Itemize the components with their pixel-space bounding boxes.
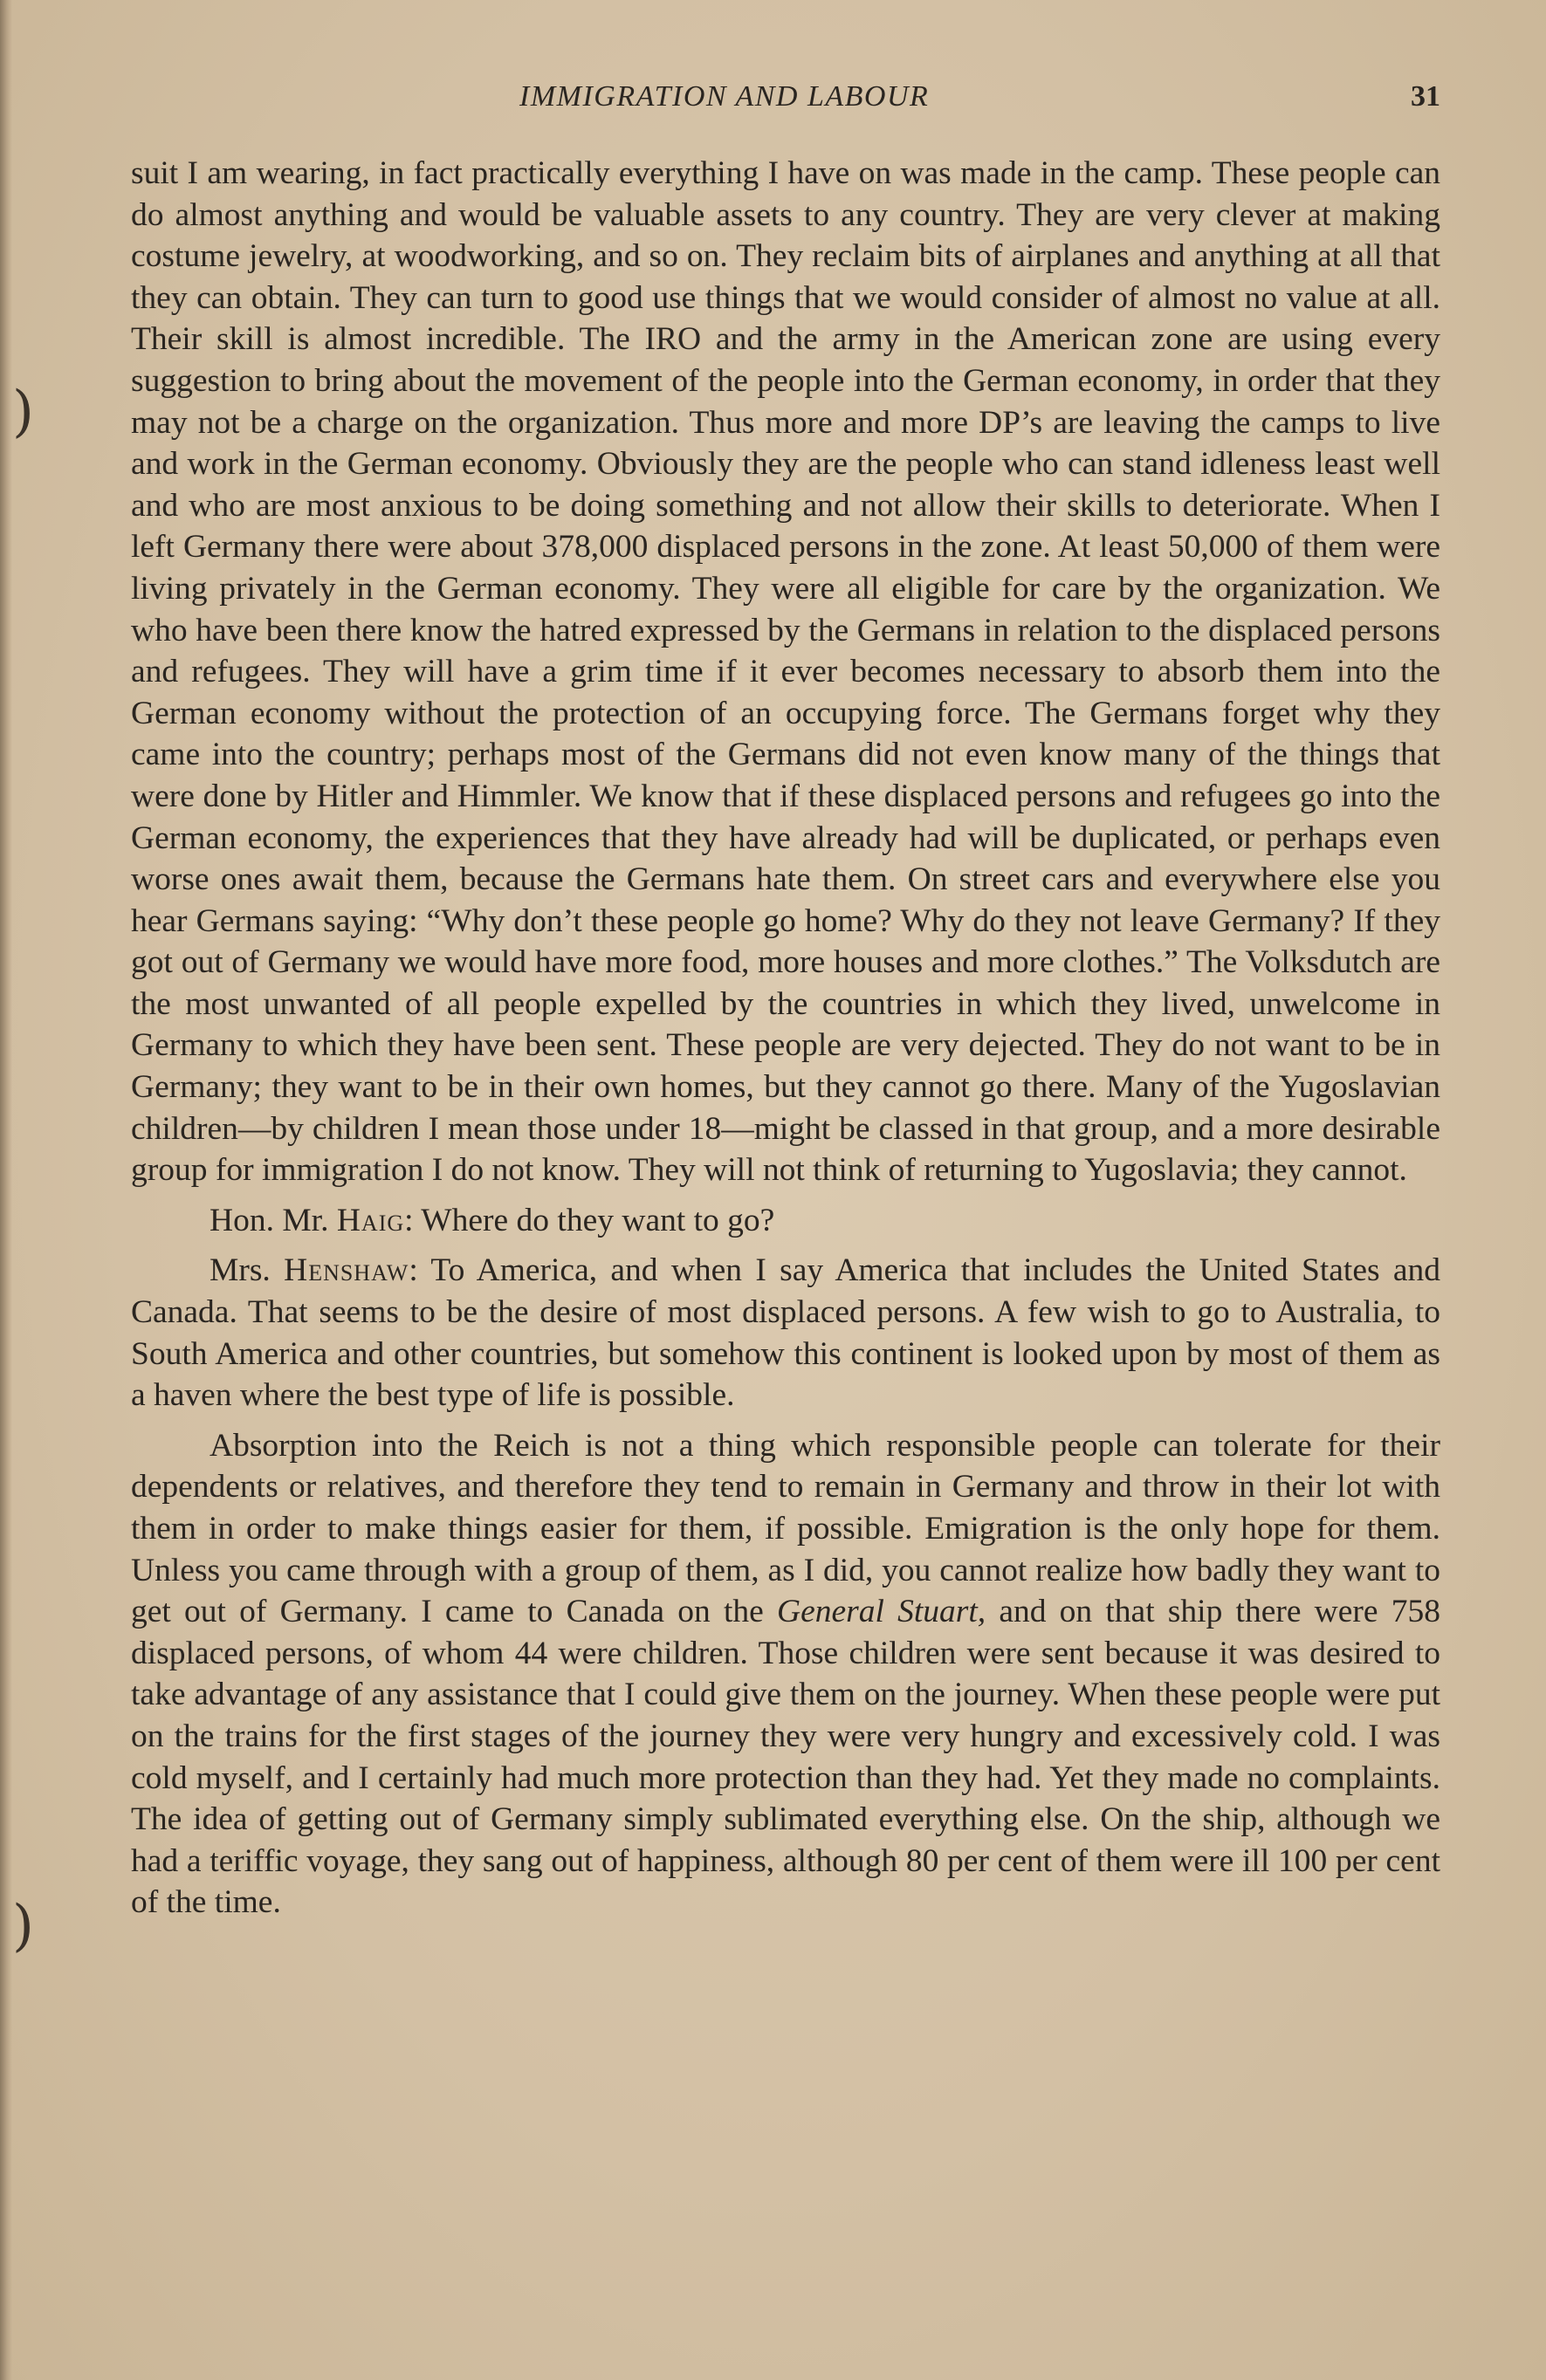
paragraph-absorption	[131, 1425, 1440, 1924]
dialogue-henshaw	[131, 1250, 1440, 1416]
paragraph-text-after: and on that ship there were 758 displaced persons, of whom 44 were children. Those children were sent because it was desired to take advantage of any assistance that I could give them on the journey. When these people were put on the trains for the first stages of the journey they were very hungry and excessively cold. I was cold myself, and I certainly had much more protection than they had. Yet they made no complaints. The idea of getting out of Germany simply sublimated everything else. On the ship, although we had a teriffic voyage, they sang out of happiness, although 80 per cent of them were ill 100 per cent of the time.	[131, 1594, 1440, 1921]
speaker-prefix: Mrs.	[210, 1252, 271, 1289]
dialogue-text: : To America, and when I say America that includes the United States and Canada. That seems to be the desire of most displaced persons. A few wish to go to Australia, to South America and other countries, but somehow this continent is looked upon by most of them as a haven where the best type of life is possible.	[131, 1252, 1440, 1414]
page-number: 31	[1411, 80, 1440, 113]
margin-mark-upper: )	[12, 380, 34, 444]
binding-edge	[0, 0, 12, 2380]
margin-mark-lower: )	[12, 1894, 34, 1958]
running-title: IMMIGRATION AND LABOUR	[519, 80, 930, 113]
paragraph-text-before: Absorption into the Reich is not a thing which responsible people can tolerate for their dependents or relatives, and therefore they tend to remain in Germany and throw in their lot with them in order to make things easier for them, if possible. Emigration is the only hope for them. Unless you came through with a group of them, as I did, you cannot realize how badly they want to get out of Germany. I came to Canada on the	[131, 1427, 1440, 1630]
dialogue-text: : Where do they want to go?	[404, 1202, 775, 1238]
ship-name: General Stuart,	[776, 1594, 986, 1630]
speaker-name: Henshaw	[284, 1252, 409, 1289]
speaker-prefix: Hon. Mr.	[210, 1202, 329, 1238]
dialogue-haig	[131, 1200, 1440, 1242]
running-head	[131, 80, 1440, 124]
paragraph-text: suit I am wearing, in fact practically everything I have on was made in the camp. These people can do almost anything and would be valuable assets to any country. They are very clever at making costume jewelry, at woodworking, and so on. They reclaim bits of airplanes and anything at all that they can obtain. They can turn to good use things that we would consider of almost no value at all. Their skill is almost incredible. The IRO and the army in the American zone are using every suggestion to bring about the movement of the people into the German economy, in order that they may not be a charge on the organization. Thus more and more DP’s are leaving the camps to live and work in the German economy. Obviously they are the people who can stand idleness least well and who are most anxious to be doing something and not allow their skills to deteriorate. When I left Germany there were about 378,000 displaced persons in the zone. At least 50,000 of them were living privately in the German economy. They were all eligible for care by the organization. We who have been there know the hatred expressed by the Germans in relation to the displaced persons and refugees. They will have a grim time if it ever becomes necessary to absorb them into the German economy without the protection of an occupying force. The Germans forget why they came into the country; perhaps most of the Germans did not even know many of the things that were done by Hitler and Himmler. We know that if these displaced persons and refugees go into the German economy, the experiences that they have already had will be duplicated, or perhaps even worse ones await them, because the Germans hate them. On street cars and everywhere else you hear Germans saying: “Why don’t these people go home? Why do they not leave Germany? If they got out of Germany we would have more food, more houses and more clothes.” The Volksdutch are the most unwanted of all people expelled by the countries in which they lived, unwelcome in Germany to which they have been sent. These people are very dejected. They do not want to be in Germany; they want to be in their own homes, but they cannot go there. Many of the Yugoslavian children—by children I mean those under 18—might be classed in that group, and a more desirable group for immigration I do not know. They will not think of returning to Yugoslavia; they cannot.	[131, 155, 1440, 1189]
speaker-name: Haig	[336, 1202, 405, 1238]
paragraph-continuation	[131, 153, 1440, 1191]
body-text	[131, 153, 1440, 1924]
